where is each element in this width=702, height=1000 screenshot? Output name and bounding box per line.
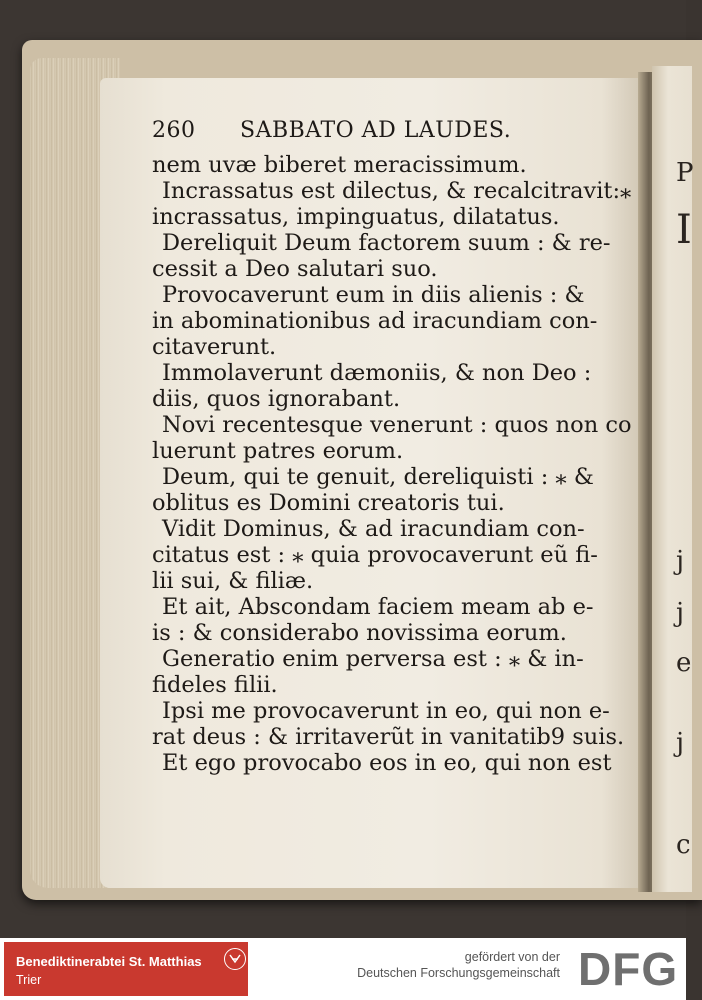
text-line: in abominationibus ad iracundiam con-	[152, 308, 598, 334]
text-line: Novi recentesque venerunt : quos non co	[162, 412, 632, 438]
institution-place: Trier	[16, 973, 42, 987]
funding-note	[357, 949, 560, 981]
text-line: rat deus : & irritaverũt in vanitatib9 suis.	[152, 724, 625, 750]
text-line: Dereliquit Deum factorem suum : & re-	[162, 230, 611, 256]
text-line: luerunt patres eorum.	[152, 438, 404, 464]
text-line: citatus est : ⁎ quia provocaverunt eũ fi-	[152, 542, 598, 568]
text-line: nem uvæ biberet meracissimum.	[152, 152, 527, 178]
right-page-glyph: I	[676, 207, 692, 253]
text-line: Vidit Dominus, & ad iracundiam con-	[162, 516, 585, 542]
text-line: incrassatus, impinguatus, dilatatus.	[152, 204, 560, 230]
text-line: citaverunt.	[152, 334, 277, 360]
funder-name: Deutschen Forschungsgemeinschaft	[357, 966, 560, 980]
text-line: Generatio enim perversa est : ⁎ & in-	[162, 646, 584, 672]
footer-bar	[0, 938, 686, 1000]
right-page-glyph: j	[676, 728, 685, 758]
right-page-glyph: e	[676, 648, 692, 678]
text-line: cessit a Deo salutari suo.	[152, 256, 438, 282]
abbey-emblem-icon	[224, 948, 246, 970]
institution-name: Benediktinerabtei St. Matthias	[16, 954, 202, 969]
right-page-edge	[652, 66, 692, 892]
text-line: Ipsi me provocaverunt in eo, qui non e-	[162, 698, 610, 724]
right-page-glyph: P	[676, 158, 694, 188]
text-line: diis, quos ignorabant.	[152, 386, 401, 412]
dfg-logo[interactable]: DFG	[578, 943, 679, 995]
text-line: lii sui, & filiæ.	[152, 568, 314, 594]
text-line: oblitus es Domini creatoris tui.	[152, 490, 505, 516]
right-page-glyph: j	[676, 546, 685, 576]
page-header	[152, 118, 622, 152]
text-line: Provocaverunt eum in diis alienis : &	[162, 282, 585, 308]
text-line: Et ait, Abscondam faciem meam ab e-	[162, 594, 594, 620]
funding-label: gefördert von der	[464, 950, 560, 964]
page-text	[152, 118, 632, 776]
text-line: Incrassatus est dilectus, & recalcitravit:⁎	[162, 178, 632, 204]
running-head: SABBATO AD LAUDES.	[240, 118, 512, 143]
text-line: Immolaverunt dæmoniis, & non Deo :	[162, 360, 592, 386]
institution-badge[interactable]	[4, 942, 248, 996]
right-page-glyph: j	[676, 598, 685, 628]
text-line: Et ego provocabo eos in eo, qui non est	[162, 750, 612, 776]
text-line: is : & considerabo novissima eorum.	[152, 620, 567, 646]
text-line: Deum, qui te genuit, dereliquisti : ⁎ &	[162, 464, 594, 490]
right-page-glyph: c	[676, 830, 691, 860]
text-line: fideles filii.	[152, 672, 278, 698]
page-number: 260	[152, 118, 196, 143]
